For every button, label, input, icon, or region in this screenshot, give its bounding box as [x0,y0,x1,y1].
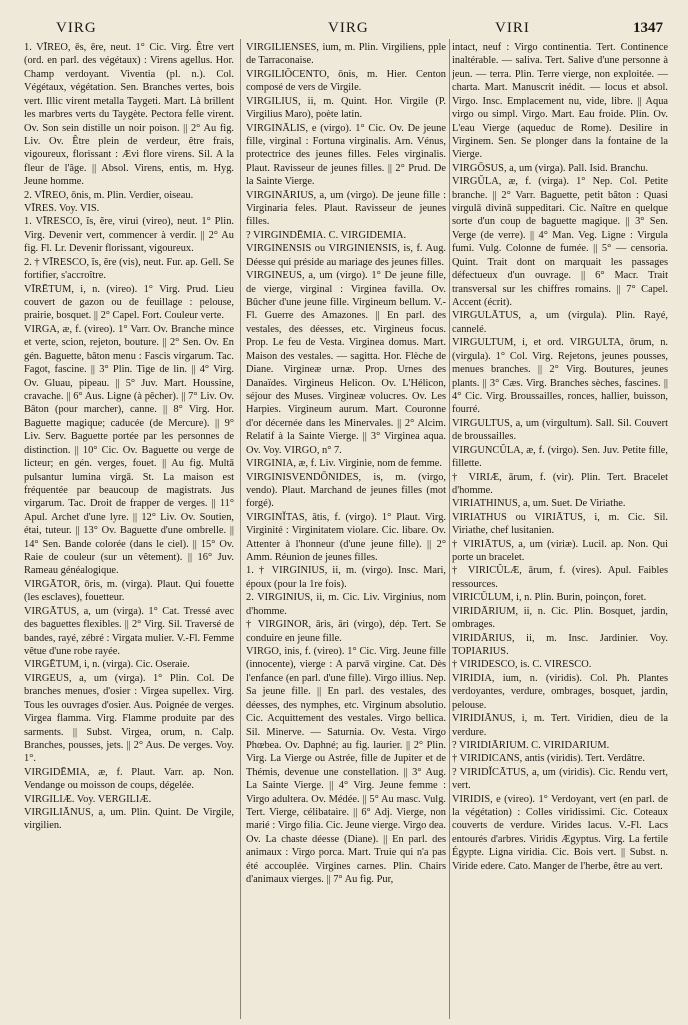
dictionary-entry: VIRGULĀTUS, a, um (virgula). Plin. Rayé, cannelé. [452,310,668,335]
column-divider-1 [240,39,241,1019]
dictionary-entry: VIRGA, æ, f. (vireo). 1° Varr. Ov. Branche mince et verte, scion, rejeton, bouture. || 2° Sen. Ov. En gén. Baguette, bâton menu : Fascis virgarum. Tac. Fagot, fascine. || 3° Plin. Tige de lin. || 4° Virg. Ov. Gluau, pipeau. || 5° Juv. Mart. Houssine, cravache. || 6° Aus. Ligne (à pêcher). || 7° Liv. Ov. Bâton (pour marcher), canne. || 8° Virg. Hor. Baguette magique; caducée (de Mercure). || 9° Liv. Serv. Baguette portée par les personnes de distinction. || 10° Cic. Ov. Baguette ou verge de licteur; en gén. verges, fouet. || Au fig. Multā pulsantur lumina virgā. St. La maison est fréquentée par beaucoup de magistrats. Jus virgarum. Tac. Droit de frapper de verges. || 11° Apul. Archet d'une lyre. || 12° Liv. Ov. Soutien, étai, tuteur. || 13° Ov. Baguette d'une ombrelle. || 14° Sen. Bande colorée (dans le ciel). || 15° Ov. Raie de couleur (sur un vêtement). || 16° Juv. Rameau généalogique. [24,323,234,577]
dictionary-entry: VIRGINISVENDŌNIDES, is, m. (virgo, vendo). Plaut. Marchand de jeunes filles (mot forgé). [246,471,446,510]
right-running-head: VIRI [495,20,530,36]
dictionary-entry: 2. VIRGINIUS, ii, m. Cic. Liv. Virginius, nom d'homme. [246,592,446,617]
dictionary-entry: 2. † VĪRESCO, ĭs, ĕre (vis), neut. Fur. ap. Gell. Se fortifier, s'accroître. [24,256,234,282]
dictionary-entry: VIRGŌSUS, a, um (virga). Pall. Isid. Branchu. [452,162,649,174]
dictionary-entry: VIRGĒTUM, i, n. (virga). Cic. Oseraie. [24,659,190,671]
dictionary-entry: intact, neuf : Virgo continentia. Tert. Continence inaltérable. — saliva. Tert. Salive d'une personne à jeun. — terra. Plin. Terre vierge, non exploitée. — charta. Mart. Manuscrit inédit. — locus et absol. Virgo. Insc. Emplacement nu, vide, libre. || Aqua virgo ou simpl. Virgo. Mart. Eau froide. Plin. Ov. L'eau Vierge (aqueduc de Rome). Desilire in Virginem. Sen. Se plonger dans la fontaine de la Vierge. [452,42,668,161]
dictionary-entry: ? VIRGINDĒMIA. C. VIRGIDEMIA. [246,229,407,241]
column-divider-2 [449,39,450,1019]
dictionary-entry: VIRIDĀRIUS, ii, m. Insc. Jardinier. Voy. TOPIARIUS. [452,632,668,657]
dictionary-entry: VIRGINĀRIUS, a, um (virgo). De jeune fille : Virginaria feles. Plaut. Ravisseur de jeunes filles. [246,189,446,228]
dictionary-entry: VĪRES. Voy. VIS. [24,203,100,215]
dictionary-entry: 2. VĪREO, ōnis, m. Plin. Verdier, oiseau. [24,189,194,201]
center-running-head: VIRG [328,20,369,36]
column-left [24,41,234,1023]
dictionary-entry: VIRGULTUS, a, um (virgultum). Sall. Sil. Couvert de broussailles. [452,417,668,443]
dictionary-entry: VIRGUNCŬLA, æ, f. (virgo). Sen. Juv. Petite fille, fillette. [452,444,668,470]
dictionary-entry: VIRICŬLUM, i, n. Plin. Burin, poinçon, foret. [452,592,647,604]
dictionary-entry: † VIRIÆ, ārum, f. (vir). Plin. Tert. Bracelet d'homme. [452,471,668,496]
dictionary-entry: VIRGINENSIS ou VIRGINIENSIS, is, f. Aug. Déesse qui préside au mariage des jeunes filles. [246,243,446,268]
dictionary-entry: VIRGEUS, a, um (virga). 1° Plin. Col. De branches menues, d'osier : Virgea supellex. Virg. Tous les ouvrages d'osier. Aus. Poignée de verges. Virgea flamma. Virg. Flamme produite par des sarments. || Subst. Virgea, orum, n. Calp. Branches, pousses, jets. || 2° Aus. De verges. Voy. 1°. [24,672,234,765]
dictionary-entry: VIRIDĀRIUM, ii, n. Cic. Plin. Bosquet, jardin, ombrages. [452,605,668,631]
dictionary-entry: ? VIRIDIĀRIUM. C. VIRIDARIUM. [452,739,610,751]
dictionary-entry: VIRGĀTUS, a, um (virga). 1° Cat. Tressé avec des baguettes flexibles. || 2° Virg. Sil. Traversé de bandes, rayé, zébré : Virgata mulier. V.-Fl. Femme vêtue d'une robe rayée. [24,605,234,657]
dictionary-entry: VĪRĒTUM, i, n. (vireo). 1° Virg. Prud. Lieu couvert de gazon ou de feuillage : pelouse, prairie, bosquet. || 2° Capel. Fort. Couleur verte. [24,283,234,322]
dictionary-entry: VIRGILIŎCENTO, ōnis, m. Hier. Centon composé de vers de Virgile. [246,68,446,94]
dictionary-entry: † VIRGINOR, āris, āri (virgo), dép. Tert. Se conduire en jeune fille. [246,619,446,644]
dictionary-entry: † VIRIDICANS, antis (viridis). Tert. Verdâtre. [452,753,645,765]
column-right [452,41,668,1023]
dictionary-entry: † VIRIDESCO, is. C. VIRESCO. [452,659,592,671]
dictionary-entry: † VIRICŬLÆ, ārum, f. (vires). Apul. Faibles ressources. [452,565,668,590]
dictionary-entry: VIRGO, inis, f. (vireo). 1° Cic. Virg. Jeune fille (innocente), vierge : A parvā virgine. Cat. Dès l'enfance (en parl. d'une fille). Virgo illius. Nep. Sa jeune fille. || En parl. des vestales, des déesses, des nymphes, etc. Virginum absolutio. Cic. Acquittement des vestales. Virgo bellica. Sil. Minerve. — Saturnia. Ov. Vesta. Virgo Phœbea. Ov. Daphné; au fig. laurier. || 2° Plin. Virg. La Vierge ou Astrée, fille de Jupiter et de Thémis, devenue une constellation. || 3° Aug. La Sainte Vierge. || 4° Virg. Jeune femme : Virgo adultera. Ov. Médée. || 5° Au masc. Vulg. Tert. Vierge, célibataire. || 6° Adj. Vierge, non marié : Virgo filia. Cic. Jeune vierge. Virgo dea. Ov. La chaste déesse (Diane). || En parl. des animaux : Virgo porca. Mart. Truie qui n'a pas été accouplée. Virgines carnes. Plin. Chairs d'animaux vierges. || 7° Au fig. Pur, [246,645,446,886]
dictionary-entry: VIRIDIA, ium, n. (viridis). Col. Ph. Plantes verdoyantes, verdure, ombrages, bosquet, jardin, pelouse. [452,672,668,711]
dictionary-entry: VIRIDIĀNUS, i, m. Tert. Viridien, dieu de la verdure. [452,713,668,738]
left-running-head: VIRG [56,20,97,36]
column-middle [246,41,446,1023]
dictionary-entry: VIRGĀTOR, ōris, m. (virga). Plaut. Qui fouette (les esclaves), fouetteur. [24,578,234,604]
dictionary-entry: 1. VĪRESCO, ĭs, ĕre, virui (vireo), neut. 1° Plin. Virg. Devenir vert, commencer à verdir. || 2° Au fig. Fl. Lr. Devenir florissant, vigoureux. [24,216,234,255]
dictionary-entry: VIRGILIUS, ii, m. Quint. Hor. Virgile (P. Virgilius Maro), poète latin. [246,95,446,121]
dictionary-entry: VIRIDIS, e (vireo). 1° Verdoyant, vert (en parl. de la végétation) : Colles viridissimi. Cic. Coteaux couverts de verdure. Virides lacus. V.-Fl. Lacs entourés d'arbres. Viridis Ægyptus. Virg. La fertile Égypte. Ligna viridia. Cic. Bois vert. || Subst. n. Viride edere. Cato. Manger de l'herbe, être au vert. [452,793,668,872]
dictionary-entry: VIRGINĬTAS, ātis, f. (virgo). 1° Plaut. Virg. Virginité : Virginitatem violare. Cic. libare. Ov. Attenter à l'honneur (d'une jeune fille). || 2° Amm. Réunion de jeunes filles. [246,511,446,564]
dictionary-entry: VIRGŬLA, æ, f. (virga). 1° Nep. Col. Petite branche. || 2° Varr. Baguette, petit bâton : Quasi virgulā divinā suppeditari. Cic. Naître en quelque sorte d'un coup de baguette magique. || 3° Sen. Verge (de verre). || 4° Man. Veg. Ligne : Virgula fumi. Vulg. Colonne de fumée. || 5° — censoria. Quint. Trait dont on marquait les passages défectueux d'un ouvrage. || 6° Macr. Trait transversal sur les chiffres romains. || 7° Capel. Accent (écrit). [452,176,668,309]
dictionary-entry: VIRGULTUM, i, et ord. VIRGULTA, ōrum, n. (virgula). 1° Col. Virg. Rejetons, jeunes pousses, menues branches. || 2° Virg. Boutures, jeunes plants. || 3° Cæs. Virg. Branches sèches, fascines. || 4° Cic. Virg. Broussailles, ronces, hallier, buisson, fourré. [452,337,668,416]
dictionary-entry: VIRGINEUS, a, um (virgo). 1° De jeune fille, de vierge, virginal : Virginea favilla. Ov. Bûcher d'une jeune fille. Virgineum bellum. V.-Fl. Guerre des Amazones. || En parl. des vestales, des déesses, etc. Virgineus focus. Prop. Le feu de Vesta. Virginea domus. Mart. Maison des vestales. — sagitta. Hor. Flèche de Diane. Virgineæ urnæ. Prop. Urnes des Danaïdes. Virgineus Helicon. Ov. L'Hélicon, séjour des Muses. Virgineæ volucres. Ov. Les Harpies. Virgineum aurum. Mart. Couronne d'or décernée dans les Minervales. || 2° Alcim. Relatif à la Sainte Vierge. || 3° Virginea aqua. Ov. Voy. VIRGO, n° 7. [246,270,446,456]
dictionary-entry: VIRGILIENSES, ium, m. Plin. Virgiliens, pple de Tarraconaise. [246,42,446,67]
dictionary-entry: VIRGINĀLIS, e (virgo). 1° Cic. Ov. De jeune fille, virginal : Fortuna virginalis. Arn. Vénus, protectrice des jeunes filles. Feles virginalis. Plaut. Ravisseur de jeunes filles. || 2° Prud. De la Sainte Vierge. [246,122,446,188]
dictionary-entry: VIRGILIĀNUS, a, um. Plin. Quint. De Virgile, virgilien. [24,807,234,832]
dictionary-entry: VIRIATHINUS, a, um. Suet. De Viriathe. [452,498,626,510]
page-header [0,0,688,40]
page-number: 1347 [633,20,663,36]
dictionary-entry: 1. VĪREO, ēs, ēre, neut. 1° Cic. Virg. Être vert (ord. en parl. des végétaux) : Virens agellus. Hor. Champ verdoyant. Viventia (pl. n.). Col. Végétaux, végétation. Sen. Branches vertes, bois vert. Illic virent metalla Taygeti. Mart. Là brillent les marbres verts du Taygète. Pectora felle virent. Ov. Son sein distille un noir poison. || 2° Au fig. Liv. Ov. Être plein de verdeur, être frais, vigoureux, florissant : Ævi flore virens. Sil. A la fleur de l'âge. || Absol. Virens, entis, m. Hyg. Jeune homme. [24,42,234,188]
dictionary-entry: 1. † VIRGINIUS, ii, m. (virgo). Insc. Mari, époux (pour la 1re fois). [246,565,446,590]
dictionary-entry: VIRGINIA, æ, f. Liv. Virginie, nom de femme. [246,458,442,470]
dictionary-entry: ? VIRIDĬCĀTUS, a, um (viridis). Cic. Rendu vert, vert. [452,766,668,792]
dictionary-entry: † VIRIĀTUS, a, um (viriæ). Lucil. ap. Non. Qui porte un bracelet. [452,538,668,564]
dictionary-entry: VIRGILIÆ. Voy. VERGILIÆ. [24,793,152,805]
dictionary-entry: VIRIATHUS ou VIRIĀTUS, i, m. Cic. Sil. Viriathe, chef lusitanien. [452,511,668,537]
dictionary-entry: VIRGIDĒMIA, æ, f. Plaut. Varr. ap. Non. Vendange ou moisson de coups, dégelée. [24,766,234,792]
